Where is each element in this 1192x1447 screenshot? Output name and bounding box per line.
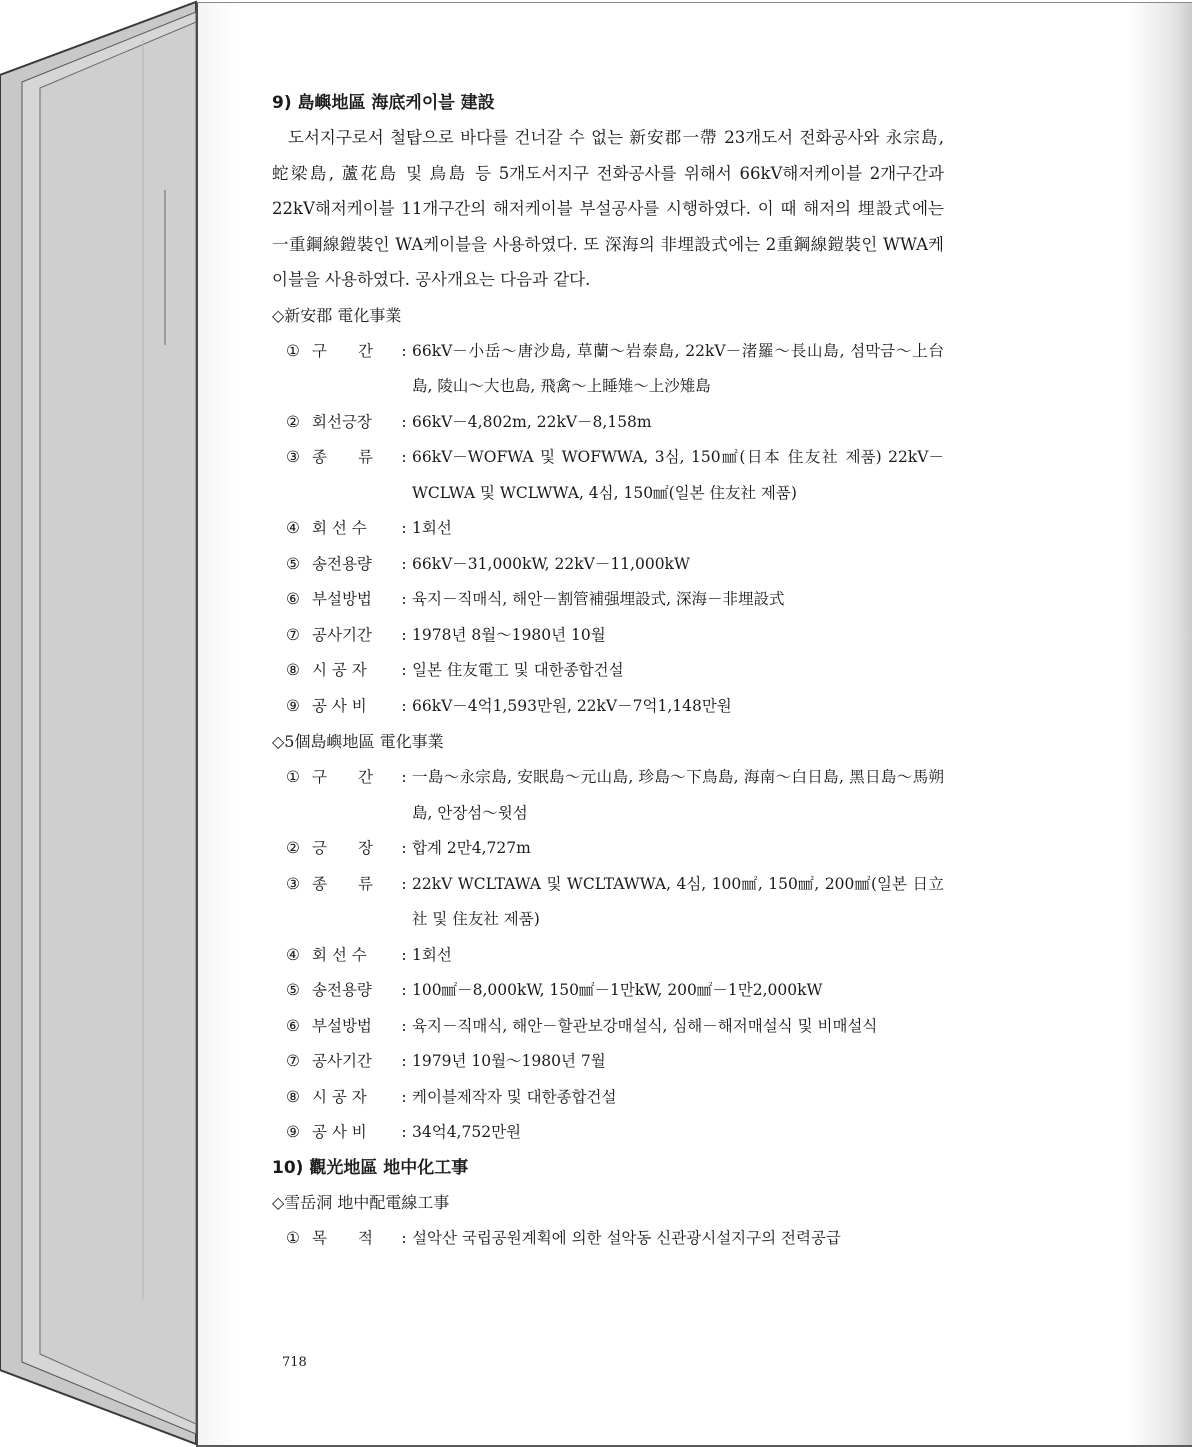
item-label: 회 선 수 — [312, 519, 367, 537]
item-number: ⑤ — [286, 981, 300, 999]
item-label: 공 사 비 — [312, 696, 367, 715]
list-item: ⑥ 부설방법 : 육지－직매식, 해안－割管補强埋設式, 深海－非埋設式 — [272, 582, 944, 618]
item-number: ③ — [286, 874, 300, 893]
item-number: ⑦ — [286, 1052, 300, 1070]
list-item: ② 긍 장 : 합계 2만4,727m — [272, 831, 944, 867]
item-label: 부설방법 — [312, 590, 372, 608]
item-label: 목 적 — [312, 1228, 373, 1247]
item-number: ⑨ — [286, 1123, 300, 1141]
list-item: ③ 종 류 : 22kV WCLTAWA 및 WCLTAWWA, 4심, 100㎟, 150㎟, 200㎟(일본 日立社 및 住友社 제품) — [272, 867, 944, 938]
section-title-seorakdong: ◇雪岳洞 地中配電線工事 — [272, 1192, 450, 1212]
item-label: 시 공 자 — [312, 1087, 367, 1106]
item-number: ③ — [286, 448, 300, 466]
item-number: ⑦ — [286, 625, 300, 644]
item-number: ① — [286, 1228, 300, 1247]
item-label: 긍 장 — [312, 839, 373, 857]
seorakdong-item-list — [272, 1221, 944, 1257]
item-number: ⑧ — [286, 661, 300, 679]
list-item: ④ 회 선 수 : 1회선 — [272, 511, 944, 547]
item-label: 부설방법 — [312, 1016, 372, 1035]
item-label: 회선긍장 — [312, 412, 372, 431]
section-title-five-islands: ◇5個島嶼地區 電化事業 — [272, 732, 444, 751]
item-value: 케이블제작자 및 대한종합건설 — [412, 1087, 617, 1106]
item-value: 합계 2만4,727m — [412, 839, 531, 857]
intro-text: 도서지구로서 철탑으로 바다를 건너갈 수 없는 新安郡一帶 23개도서 전화공사와 永宗島, 蛇梁島, 蘆花島 및 鳥島 등 5개도서지구 전화공사를 위해서 66kV해저케이블 2개구간과 22kV해저케이블 11개구간의 해저케이블 부설공사를 시행하였다. 이 때 해저의 埋設式에는 一重鋼線鎧裝인 WA케이블을 사용하였다. 또 深海의 非埋設式에는 2重鋼線鎧裝인 WWA케이블을 사용하였다. 공사개요는 다음과 같다. — [272, 128, 944, 289]
item-label: 시 공 자 — [312, 661, 367, 679]
list-item: ① 구 간 : 66kV－小岳～唐沙島, 草蘭～岩泰島, 22kV－渚羅～長山島, 섬막금～上台島, 陵山～大也島, 飛禽～上睡雉～上沙雉島 — [272, 334, 944, 405]
item-number: ② — [286, 839, 300, 857]
item-number: ② — [286, 412, 300, 431]
item-label: 구 간 — [312, 768, 373, 786]
list-item: ⑧ 시 공 자 : 일본 住友電工 및 대한종합건설 — [272, 653, 944, 689]
item-number: ④ — [286, 519, 300, 537]
item-label: 회 선 수 — [312, 945, 367, 964]
list-item: ④ 회 선 수 : 1회선 — [272, 938, 944, 974]
list-item: ⑤ 송전용량 : 100㎟－8,000kW, 150㎟－1만kW, 200㎟－1만2,000kW — [272, 973, 944, 1009]
list-item: ⑧ 시 공 자 : 케이블제작자 및 대한종합건설 — [272, 1080, 944, 1116]
item-value: 육지－직매식, 해안－할관보강매설식, 심해－해저매설식 및 비매설식 — [412, 1016, 878, 1035]
item-value: 66kV－4,802m, 22kV－8,158m — [412, 412, 652, 431]
list-item: ⑥ 부설방법 : 육지－직매식, 해안－할관보강매설식, 심해－해저매설식 및 비매설식 — [272, 1009, 944, 1045]
item-value: 육지－직매식, 해안－割管補强埋設式, 深海－非埋設式 — [412, 590, 785, 608]
list-item: ② 회선긍장 : 66kV－4,802m, 22kV－8,158m — [272, 405, 944, 441]
item-number: ⑨ — [286, 696, 300, 715]
list-item: ⑤ 송전용량 : 66kV－31,000kW, 22kV－11,000kW — [272, 547, 944, 583]
item-value: 66kV－小岳～唐沙島, 草蘭～岩泰島, 22kV－渚羅～長山島, 섬막금～上台島, 陵山～大也島, 飛禽～上睡雉～上沙雉島 — [412, 341, 944, 395]
item-label: 송전용량 — [312, 554, 372, 573]
item-value: 100㎟－8,000kW, 150㎟－1만kW, 200㎟－1만2,000kW — [412, 981, 823, 999]
page-content — [272, 86, 944, 1256]
item-value: 一島～永宗島, 安眠島～元山島, 珍島～下鳥島, 海南～白日島, 黑日島～馬朔島, 안장섬～윗섬 — [412, 768, 944, 822]
item-number: ⑥ — [286, 1016, 300, 1035]
intro-paragraph — [272, 120, 944, 298]
item-label: 종 류 — [312, 874, 373, 893]
item-value: 66kV－WOFWA 및 WOFWWA, 3심, 150㎟(日本 住友社 제품) 22kV－WCLWA 및 WCLWWA, 4심, 150㎟(일본 住友社 제품) — [412, 448, 944, 502]
item-label: 송전용량 — [312, 981, 372, 999]
item-value: 1회선 — [412, 945, 452, 964]
list-item: ⑦ 공사기간 : 1979년 10월～1980년 7월 — [272, 1044, 944, 1080]
list-item: ① 목 적 : 설악산 국립공원계획에 의한 설악동 신관광시설지구의 전력공급 — [272, 1221, 944, 1257]
page-number: 718 — [282, 1355, 307, 1370]
section-title-sinan: ◇新安郡 電化事業 — [272, 305, 402, 325]
item-value: 22kV WCLTAWA 및 WCLTAWWA, 4심, 100㎟, 150㎟, 200㎟(일본 日立社 및 住友社 제품) — [412, 874, 944, 928]
heading-island-submarine-cable: 9) 島嶼地區 海底케이블 建設 — [272, 93, 495, 113]
list-item: ③ 종 류 : 66kV－WOFWA 및 WOFWWA, 3심, 150㎟(日本 住友社 제품) 22kV－WCLWA 및 WCLWWA, 4심, 150㎟(일본 住友社 제품) — [272, 440, 944, 511]
list-item: ⑨ 공 사 비 : 34억4,752만원 — [272, 1115, 944, 1151]
item-value: 66kV－4억1,593만원, 22kV－7억1,148만원 — [412, 696, 732, 715]
list-item: ⑦ 공사기간 : 1978년 8월～1980년 10월 — [272, 618, 944, 654]
item-number: ① — [286, 341, 300, 360]
item-number: ⑥ — [286, 590, 300, 608]
item-value: 66kV－31,000kW, 22kV－11,000kW — [412, 554, 690, 573]
item-number: ⑤ — [286, 554, 300, 573]
item-value: 34억4,752만원 — [412, 1123, 522, 1141]
book-spine — [0, 0, 200, 1446]
list-item: ⑨ 공 사 비 : 66kV－4억1,593만원, 22kV－7억1,148만원 — [272, 689, 944, 725]
item-number: ④ — [286, 945, 300, 964]
item-label: 구 간 — [312, 341, 373, 360]
heading-tourist-underground: 10) 觀光地區 地中化工事 — [272, 1157, 469, 1178]
item-label: 종 류 — [312, 448, 373, 466]
item-label: 공 사 비 — [312, 1123, 367, 1141]
item-value: 1978년 8월～1980년 10월 — [412, 625, 606, 644]
item-label: 공사기간 — [312, 625, 372, 644]
item-label: 공사기간 — [312, 1052, 372, 1070]
item-number: ⑧ — [286, 1087, 300, 1106]
item-number: ① — [286, 768, 300, 786]
sinan-item-list — [272, 334, 944, 725]
item-value: 1회선 — [412, 519, 452, 537]
item-value: 설악산 국립공원계획에 의한 설악동 신관광시설지구의 전력공급 — [412, 1228, 841, 1247]
list-item: ① 구 간 : 一島～永宗島, 安眠島～元山島, 珍島～下鳥島, 海南～白日島, 黑日島～馬朔島, 안장섬～윗섬 — [272, 760, 944, 831]
item-value: 일본 住友電工 및 대한종합건설 — [412, 661, 624, 679]
five-islands-item-list — [272, 760, 944, 1151]
item-value: 1979년 10월～1980년 7월 — [412, 1052, 606, 1070]
